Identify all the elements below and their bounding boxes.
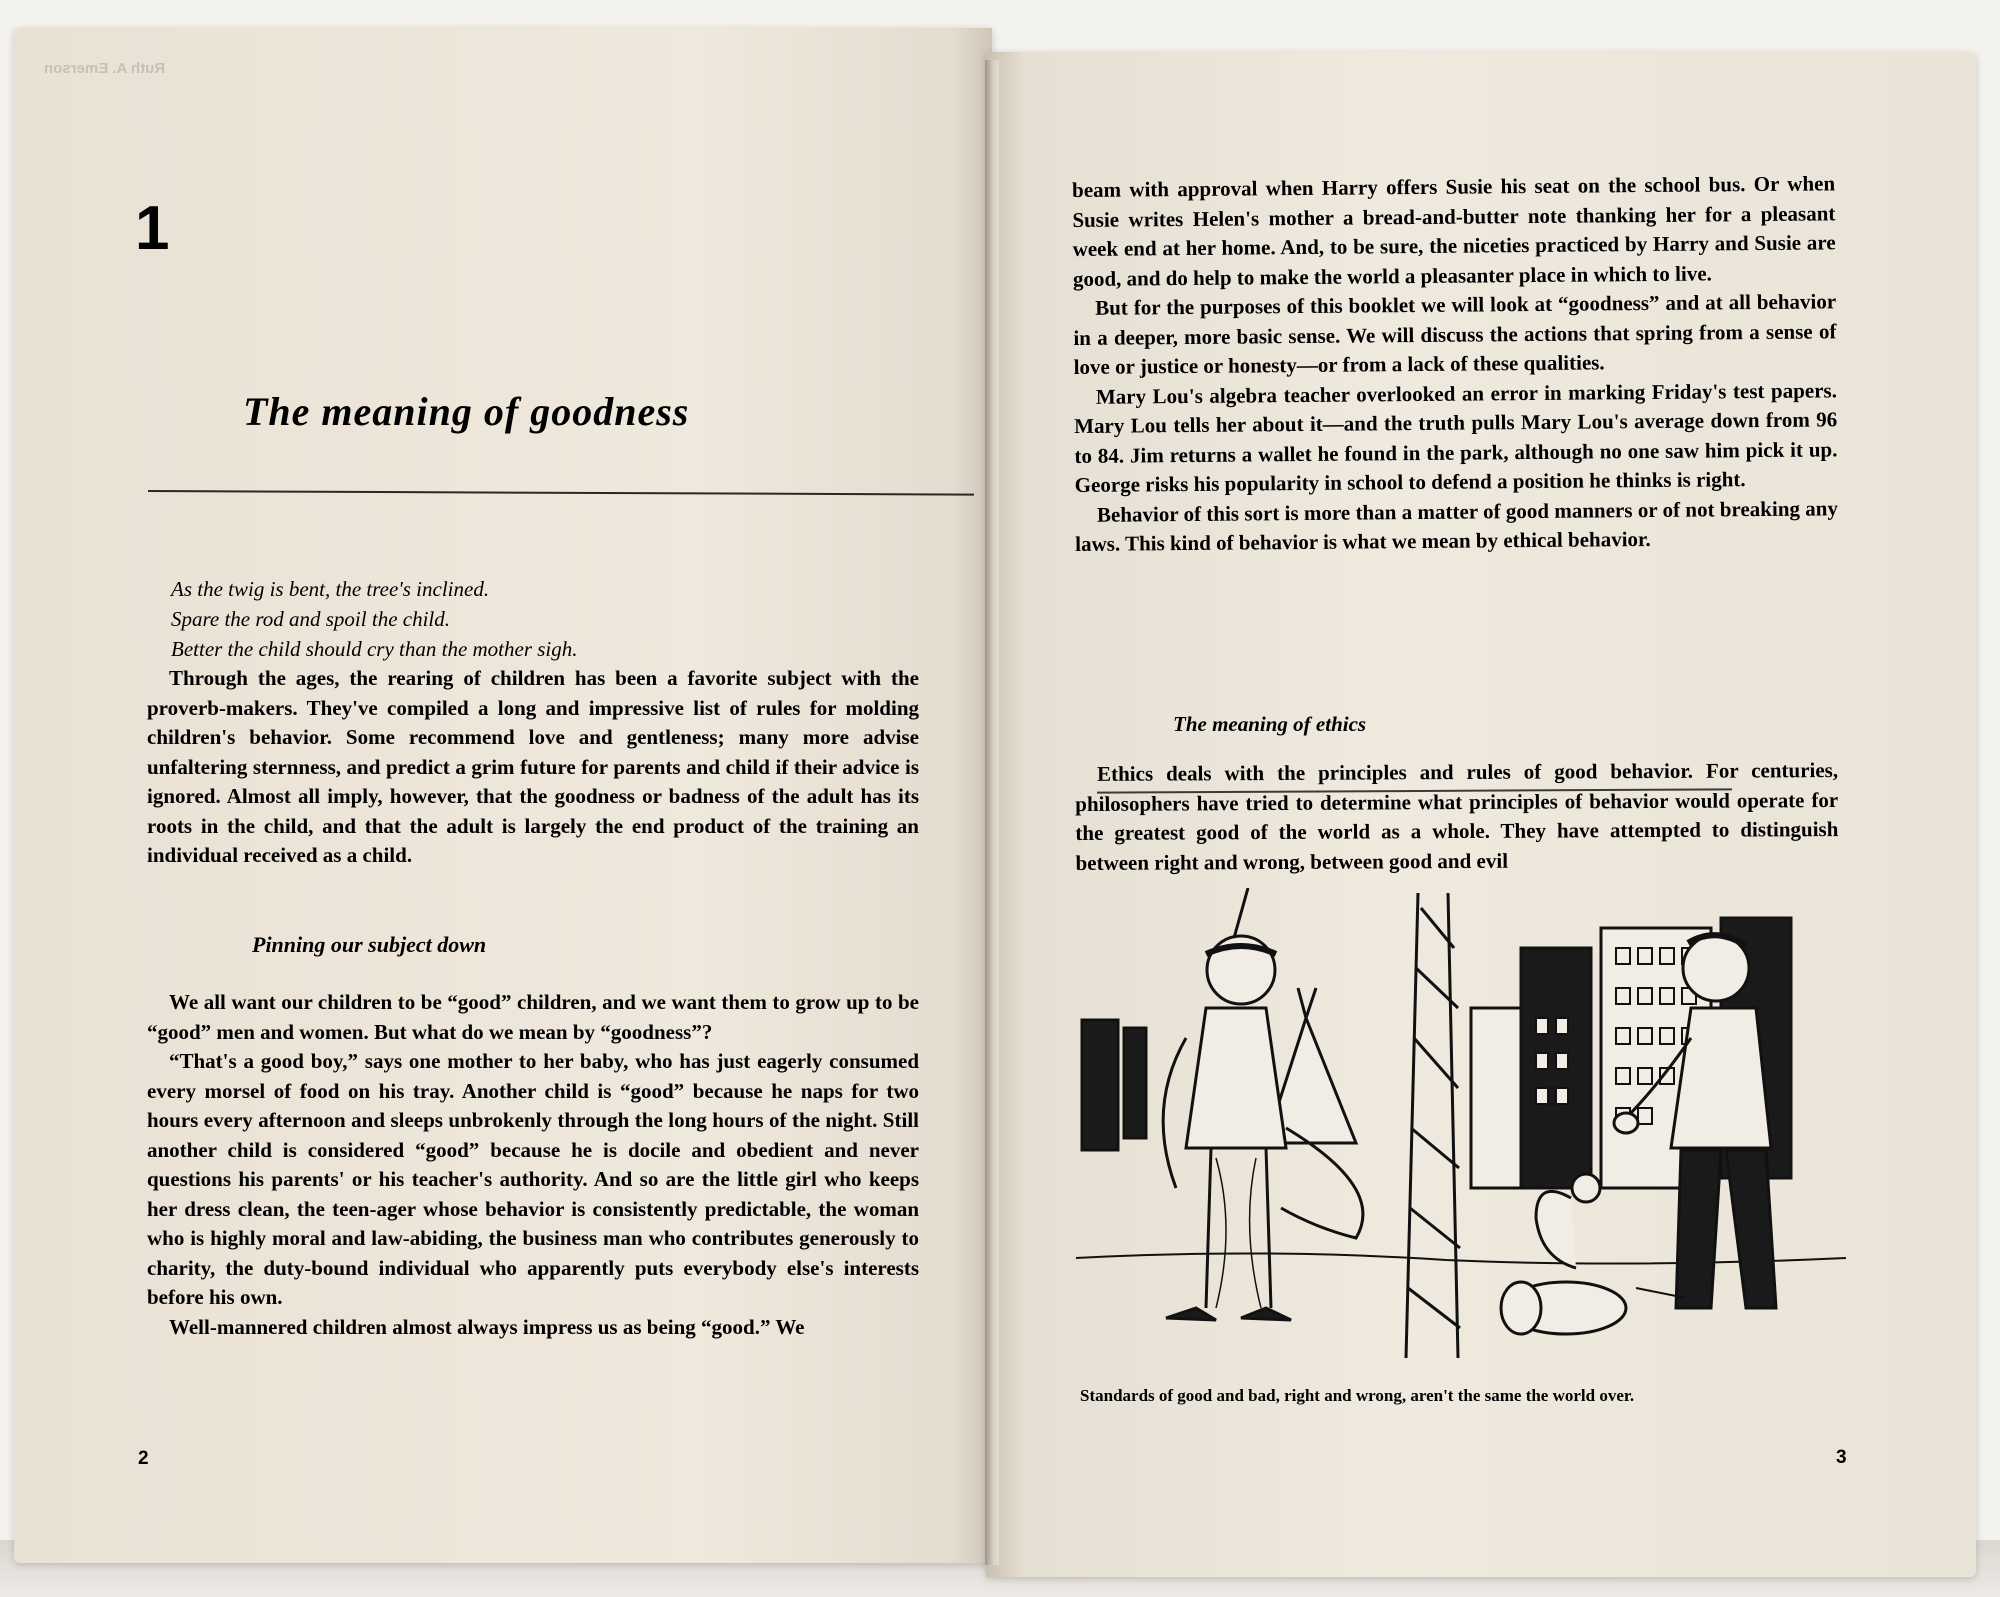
subhead-pinning: Pinning our subject down [252, 932, 487, 957]
paragraph: Behavior of this sort is more than a matter of good manners or of not breaking any laws. This kind of behavior is what we mean by ethical behavior. [1075, 495, 1839, 556]
proverb-line: Spare the rod and spoil the child. [171, 607, 450, 631]
paragraph: Mary Lou's algebra teacher overlooked an error in marking Friday's test papers. Mary Lou tells her about it—and the truth pulls Mary Lou's average down from 96 to 84. Jim returns a wallet he found in the park, although no one saw him pick it up. George risks his popularity in school to defend a position he thinks is right. [1074, 377, 1838, 497]
subhead-ethics: The meaning of ethics [1173, 712, 1367, 736]
illustration [1066, 888, 1856, 1358]
proverb-line: Better the child should cry than the mother sigh. [171, 637, 578, 661]
left-body-2 [147, 988, 919, 1342]
paragraph: But for the purposes of this booklet we will look at “goodness” and at all behavior in a deeper, more basic sense. We will discuss the actions that spring from a sense of love or justice or honesty—or from a lack of these qualities. [1073, 289, 1837, 379]
page-number-left: 2 [138, 1448, 149, 1469]
illustration-caption: Standards of good and bad, right and wrong, aren't the same the world over. [1080, 1386, 1635, 1405]
paragraph: We all want our children to be “good” children, and we want them to grow up to be “good” men and women. But what do we mean by “goodness”? [147, 990, 919, 1044]
book-gutter [985, 60, 999, 1565]
paragraph: Well-mannered children almost always impress us as being “good.” We [169, 1314, 805, 1339]
proverbs [171, 574, 931, 664]
chapter-title: The meaning of goodness [243, 389, 690, 434]
left-body-1 [147, 664, 919, 871]
proverb-line: As the twig is bent, the tree's inclined. [171, 577, 490, 601]
paragraph: beam with approval when Harry offers Susie his seat on the school bus. Or when Susie writes Helen's mother a bread-and-butter note thanking her for a pleasant week end at her home. And, to be sure, the niceties practiced by Harry and Susie are good, and do help to make the world a pleasanter place in which to live. [1072, 171, 1836, 291]
paragraph: Through the ages, the rearing of children has been a favorite subject with the proverb-makers. They've compiled a long and impressive list of rules for molding children's behavior. Some recommend love and gentleness; many more advise unfaltering sternness, and predict a grim future for parents and child if their advice is ignored. Almost all imply, however, that the goodness or badness of the adult has its roots in the child, and that the adult is largely the end product of the training an individual received as a child. [147, 666, 919, 867]
chapter-number: 1 [135, 194, 170, 263]
ghost-header-show-through: Ruth A. Emerson [44, 60, 166, 77]
right-body-2 [1075, 756, 1839, 878]
paragraph: Ethics deals with the principles and rules of good behavior. For centuries, philosophers have tried to determine what principles of behavior would operate for the greatest good of the world as a whole. They have attempted to distinguish between right and wrong, between good and evil [1075, 758, 1839, 875]
page-number-right: 3 [1836, 1447, 1847, 1468]
paragraph: “That's a good boy,” says one mother to her baby, who has just eagerly consumed every morsel of food on his tray. Another child is “good” because he naps for two hours every afternoon and sleeps unbrokenly through the long hours of the night. Still another child is considered “good” because he is docile and obedient and never questions his parents' or his teacher's authority. And so are the little girl who keeps her dress clean, the teen-ager whose behavior is consistently predictable, the woman who is highly moral and law-abiding, the business man who contributes generously to charity, the duty-bound individual who apparently puts everybody else's interests before his own. [147, 1049, 919, 1309]
right-body-1 [1072, 169, 1838, 559]
